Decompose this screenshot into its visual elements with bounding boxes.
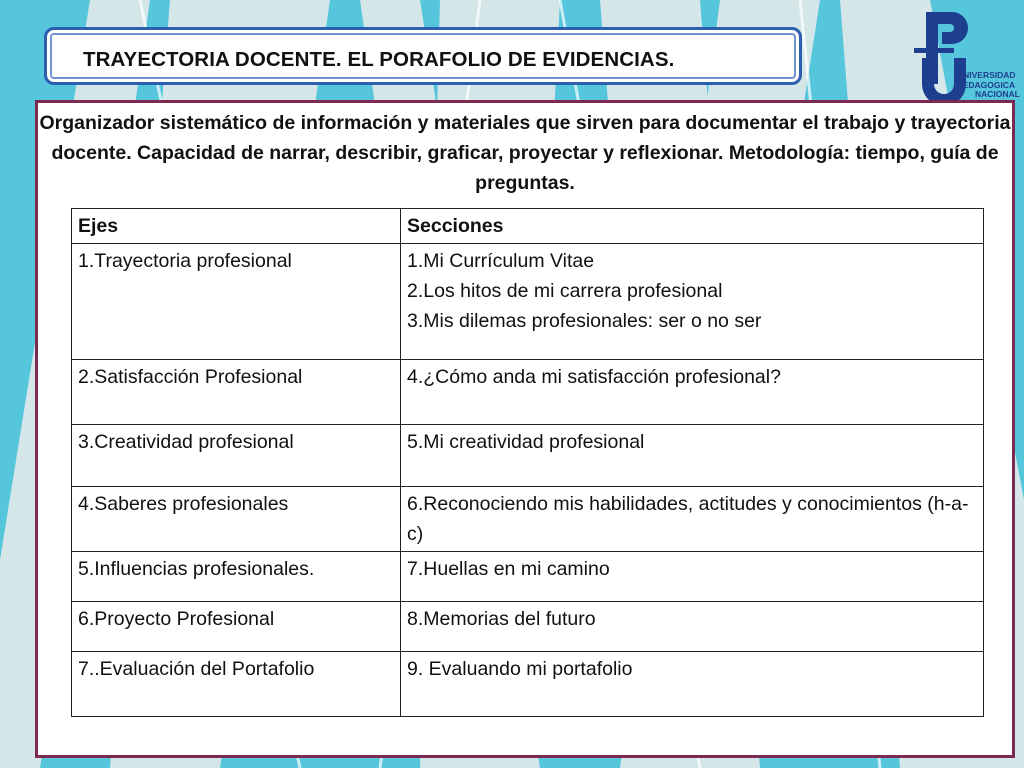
seccion-item: 4.¿Cómo anda mi satisfacción profesional? [407,366,781,388]
eje-cell: 1.Trayectoria profesional [72,244,401,360]
eje-cell: 4.Saberes profesionales [72,487,401,552]
seccion-item: 1.Mi Currículum Vitae [407,250,595,272]
table-row [72,602,984,652]
secciones-cell [401,487,984,552]
upn-logo [912,8,1020,104]
eje-cell: 5.Influencias profesionales. [72,552,401,602]
table-row [72,244,984,360]
table-row [72,652,984,717]
content-frame [35,100,1015,758]
logo-line: NACIONAL [975,89,1020,99]
seccion-item: 6.Reconociendo mis habilidades, actitudes y conocimientos (h-a-c) [407,493,969,545]
portfolio-table [71,208,984,717]
secciones-cell [401,552,984,602]
intro-paragraph: Organizador sistemático de información y materiales que sirven para documentar el trabajo y trayectoria docente. Capacidad de narrar, describir, graficar, proyectar y reflexionar. Metodología: tiempo, guía de preguntas. [39,112,1011,194]
seccion-item: 8.Memorias del futuro [407,608,596,630]
logo-text [957,71,1020,100]
secciones-cell [401,425,984,487]
seccion-item: 5.Mi creatividad profesional [407,431,645,453]
secciones-cell [401,244,984,360]
logo-line: PEDAGOGICA [957,79,1016,90]
seccion-item: 2.Los hitos de mi carrera profesional [407,280,723,302]
slide-title: TRAYECTORIA DOCENTE. EL PORAFOLIO DE EVIDENCIAS. [83,48,675,71]
header-ejes: Ejes [72,209,401,244]
eje-cell: 7..Evaluación del Portafolio [72,652,401,717]
table-row [72,360,984,425]
header-secciones: Secciones [401,209,984,244]
secciones-cell [401,602,984,652]
table-row [72,552,984,602]
seccion-item: 9. Evaluando mi portafolio [407,658,633,680]
eje-cell: 2.Satisfacción Profesional [72,360,401,425]
title-banner [44,27,802,85]
table-row [72,487,984,552]
secciones-cell [401,652,984,717]
eje-cell: 3.Creatividad profesional [72,425,401,487]
logo-line: UNIVERSIDAD [957,70,1016,80]
table-header-row [72,209,984,244]
secciones-cell [401,360,984,425]
eje-cell: 6.Proyecto Profesional [72,602,401,652]
seccion-item: 3.Mis dilemas profesionales: ser o no ser [407,310,762,332]
seccion-item: 7.Huellas en mi camino [407,558,610,580]
table-row [72,425,984,487]
